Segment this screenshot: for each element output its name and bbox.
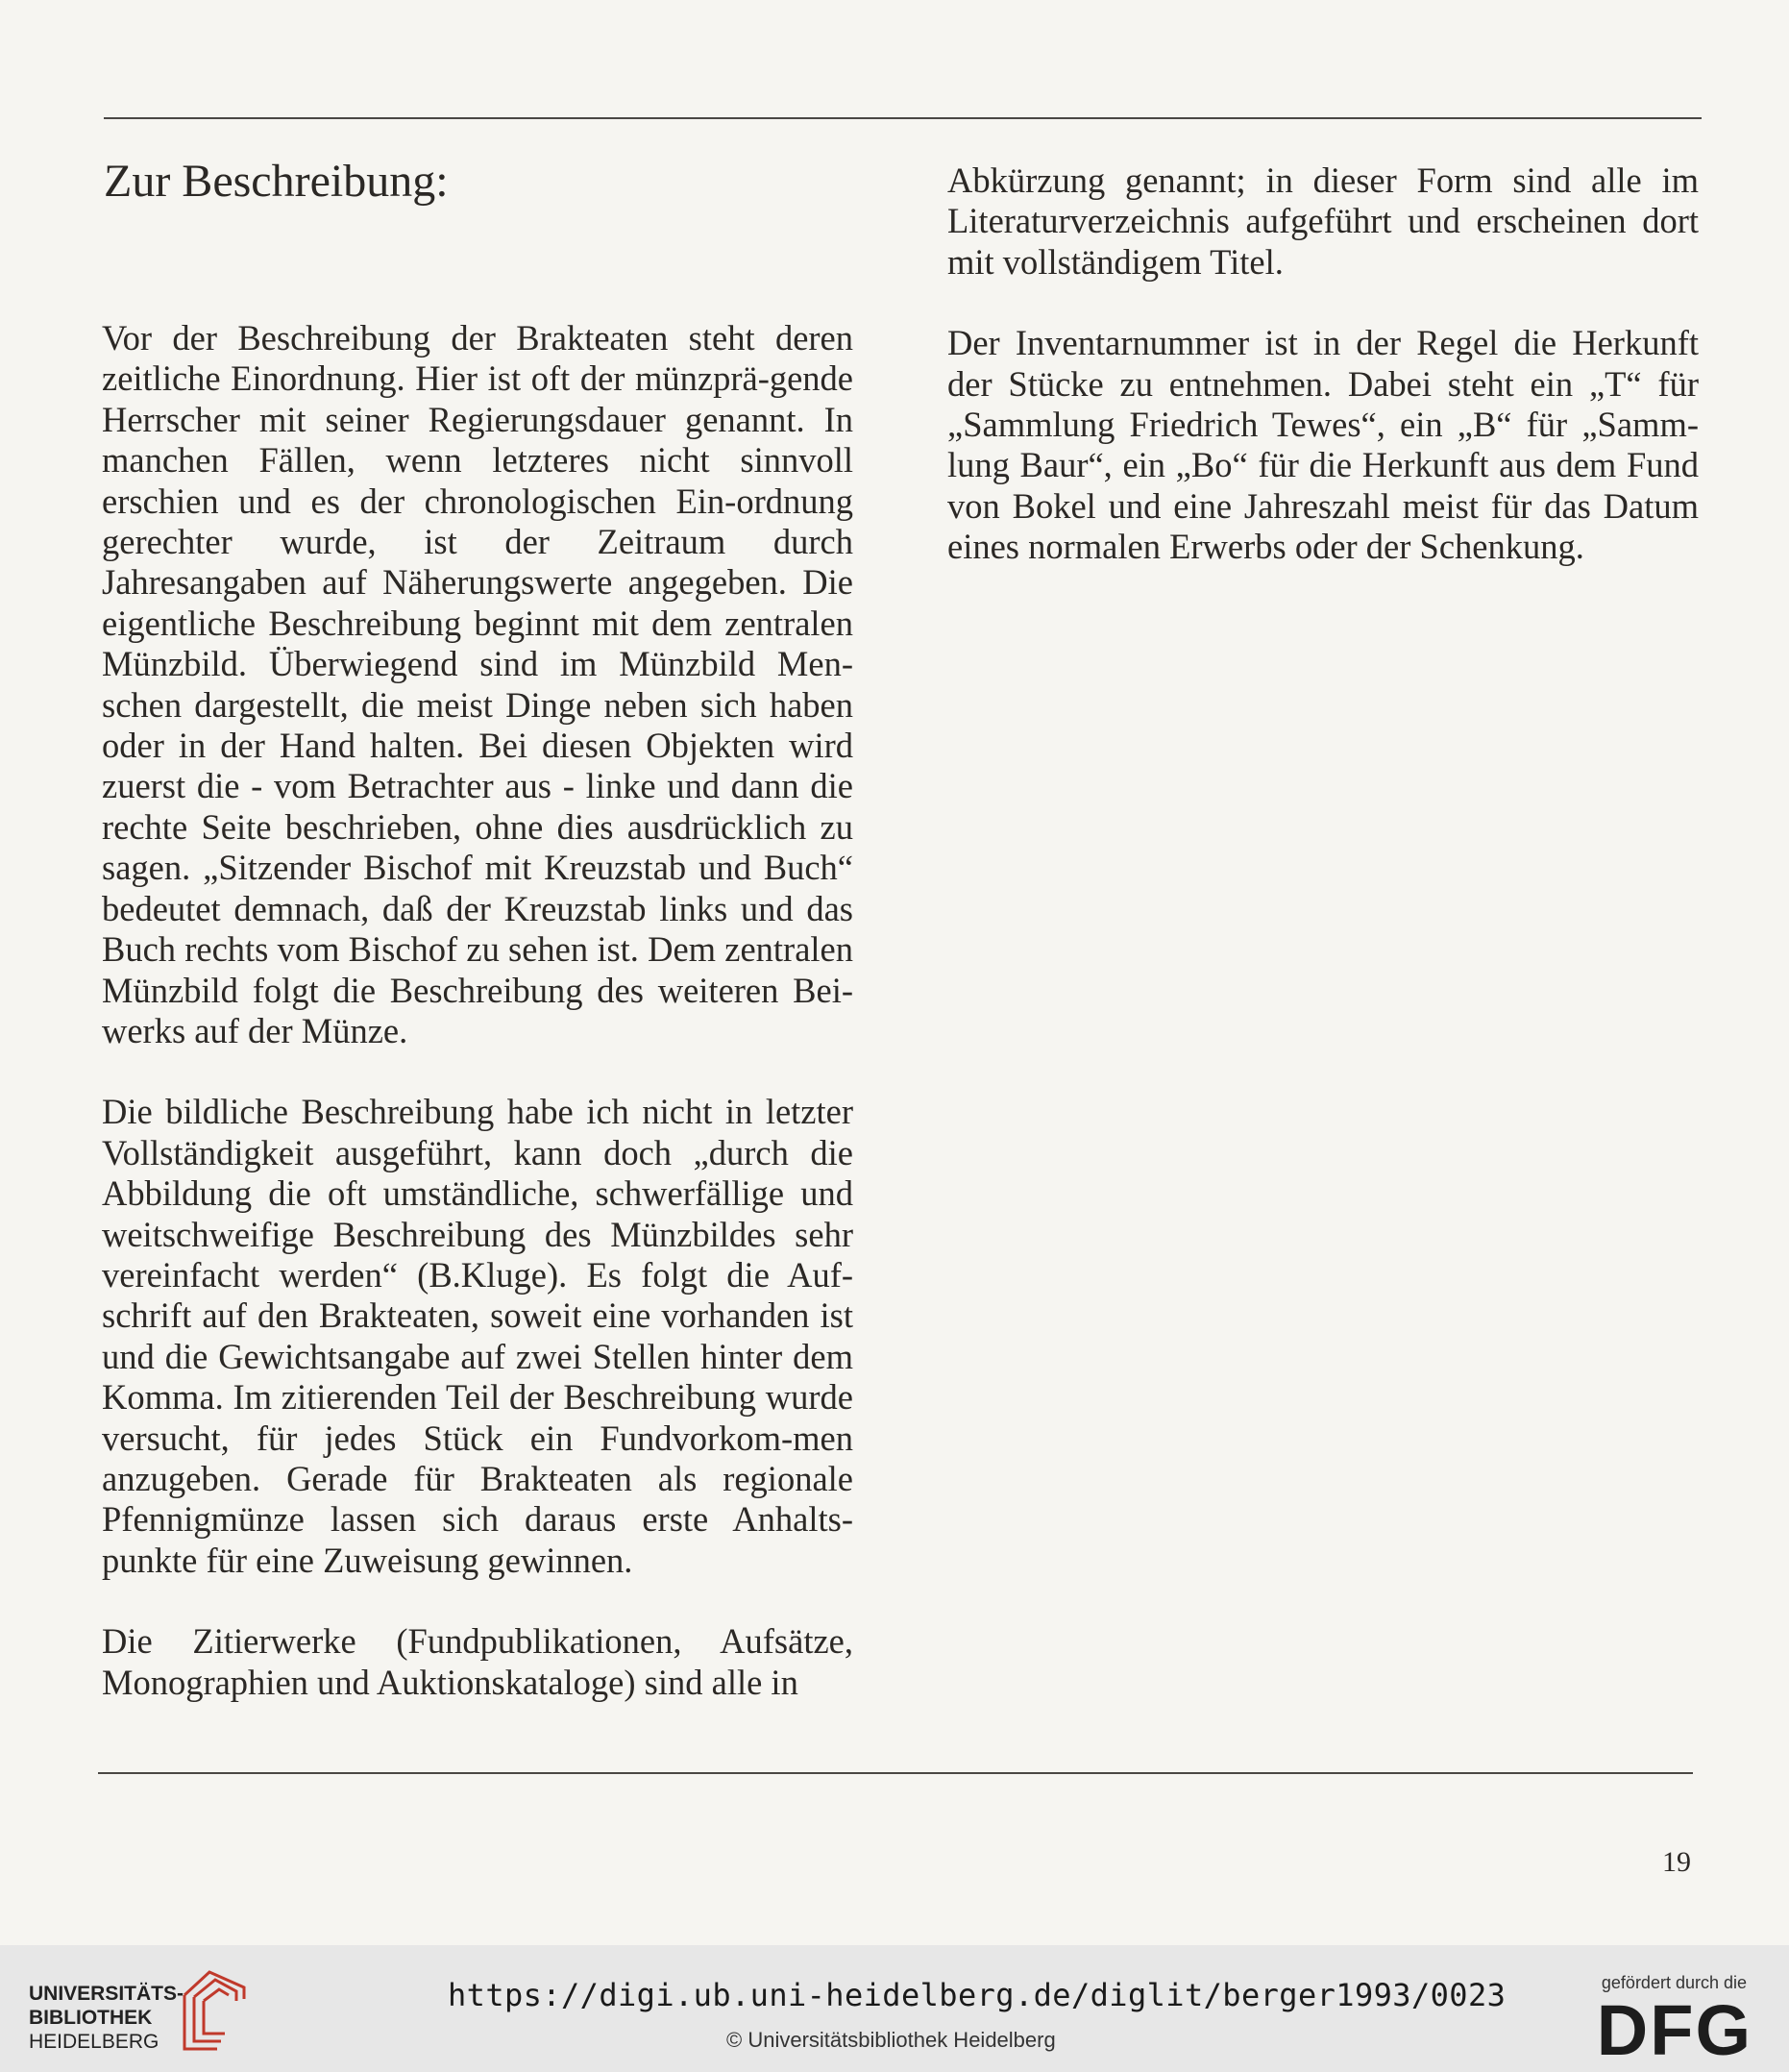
paragraph: Abkürzung genannt; in dieser Form sind alle im Literaturverzeichnis aufgeführt und erscheinen dort mit vollständigem Titel. [947, 160, 1699, 282]
dfg-logo[interactable]: DFG [1596, 1990, 1752, 2070]
copyright-notice: © Universitätsbibliothek Heidelberg [726, 2028, 1056, 2052]
right-column [947, 160, 1699, 608]
section-heading: Zur Beschreibung: [104, 156, 449, 207]
library-logo-icon [181, 1966, 248, 2055]
top-rule [104, 117, 1702, 119]
logo-line: HEIDELBERG [29, 2031, 159, 2053]
viewer-footer [0, 1945, 1789, 2072]
funded-by-label: gefördert durch die [1601, 1973, 1747, 1992]
logo-line: UNIVERSITÄTS- [29, 1983, 184, 2005]
paragraph: Vor der Beschreibung der Brakteaten steht deren zeitliche Einordnung. Hier ist oft der münzprä-gende Herrscher mit seiner Regierungsdauer genannt. In manchen Fällen, wenn letzteres nicht sinnvoll erschien und es der chronologischen Ein-ordnung gerechter wurde, ist der Zeitraum durch Jahresangaben auf Näherungswerte angegeben. Die eigentliche Beschreibung beginnt mit dem zentralen Münzbild. Überwiegend sind im Münzbild Men-schen dargestellt, die meist Dinge neben sich haben oder in der Hand halten. Bei diesen Objekten wird zuerst die - vom Betrachter aus - linke und dann die rechte Seite beschrieben, ohne dies ausdrücklich zu sagen. „Sitzender Bischof mit Kreuzstab und Buch“ bedeutet demnach, daß der Kreuzstab links und das Buch rechts vom Bischof zu sehen ist. Dem zentralen Münzbild folgt die Beschreibung des weiteren Bei-werks auf der Münze. [102, 318, 853, 1050]
paragraph: Die bildliche Beschreibung habe ich nicht in letzter Vollständigkeit ausgeführt, kann doch „durch die Abbildung die oft umständliche, schwerfällige und weitschweifige Beschreibung des Münzbildes sehr vereinfacht werden“ (B.Kluge). Es folgt die Auf-schrift auf den Brakteaten, soweit eine vorhanden ist und die Gewichtsangabe auf zwei Stellen hinter dem Komma. Im zitierenden Teil der Beschreibung wurde versucht, für jedes Stück ein Fundvorkom-men anzugeben. Gerade für Brakteaten als regionale Pfennigmünze lassen sich daraus erste Anhalts-punkte für eine Zuweisung gewinnen. [102, 1092, 853, 1580]
left-column [102, 318, 853, 1743]
library-logo[interactable] [29, 1982, 184, 2054]
logo-line: BIBLIOTHEK [29, 2007, 153, 2029]
paragraph: Die Zitierwerke (Fundpublikationen, Aufsätze, Monographien und Auktionskataloge) sind alle in [102, 1621, 853, 1702]
document-url[interactable]: https://digi.ub.uni-heidelberg.de/diglit/berger1993/0023 [448, 1977, 1507, 2013]
paragraph: Der Inventarnummer ist in der Regel die Herkunft der Stücke zu entnehmen. Dabei steht ein „T“ für „Sammlung Friedrich Tewes“, ein „B“ für „Samm-lung Baur“, ein „Bo“ für die Herkunft aus dem Fund von Bokel und eine Jahreszahl meist für das Datum eines normalen Erwerbs oder der Schenkung. [947, 323, 1699, 567]
page-number: 19 [1662, 1846, 1691, 1878]
bottom-rule [98, 1772, 1693, 1774]
